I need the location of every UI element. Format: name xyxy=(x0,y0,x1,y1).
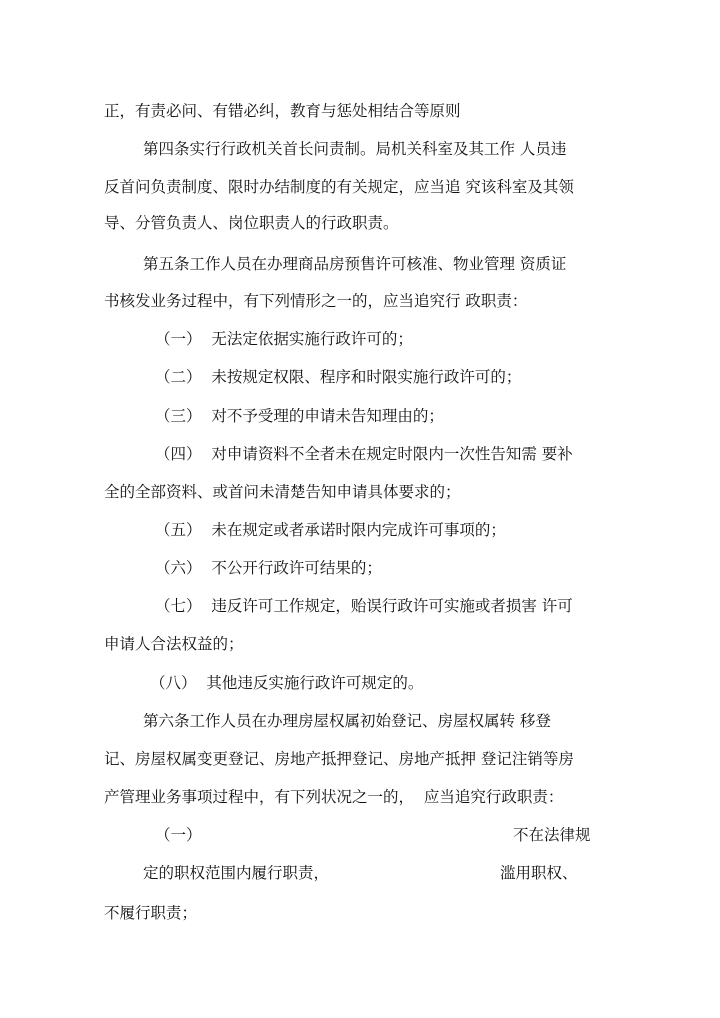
text-line: 书核发业务过程中，有下列情形之一的，应当追究行 政职责： xyxy=(104,292,528,310)
text-line: 记、房屋权属变更登记、房地产抵押登记、房地产抵押 登记注销等房 xyxy=(104,750,574,768)
list-item: （七） 违反许可工作规定，贻误行政许可实施或者损害 许可 xyxy=(155,597,573,615)
text-line: 全的全部资料、或首问未清楚告知申请具体要求的； xyxy=(104,483,461,501)
text-line: 申请人合法权益的； xyxy=(104,635,244,653)
list-item: （五） 未在规定或者承诺时限内完成许可事项的； xyxy=(155,521,506,539)
article-4-line: 第四条实行行政机关首长问责制。局机关科室及其工作 人员违 xyxy=(143,140,567,158)
article-6-line: 第六条工作人员在办理房屋权属初始登记、房屋权属转 移登 xyxy=(143,712,551,730)
text-line: 定的职权范围内履行职责， xyxy=(143,864,330,882)
list-item: （二） 未按规定权限、程序和时限实施行政许可的； xyxy=(155,368,522,386)
text-line: 不履行职责； xyxy=(104,904,198,922)
text-fragment-right: 不在法律规 xyxy=(513,826,591,844)
list-item: （三） 对不予受理的申请未告知理由的； xyxy=(155,407,444,425)
list-item: （八） 其他违反实施行政许可规定的。 xyxy=(150,674,424,692)
article-5-line: 第五条工作人员在办理商品房预售许可核准、物业管理 资质证 xyxy=(143,255,567,273)
list-item: （一） 无法定依据实施行政许可的； xyxy=(155,330,413,348)
list-item: （四） 对申请资料不全者未在规定时限内一次性告知需 要补 xyxy=(155,445,573,463)
text-line: 反首问负责制度、限时办结制度的有关规定，应当追 究该科室及其领 xyxy=(104,178,574,196)
text-line: 导、分管负责人、岗位职责人的行政职责。 xyxy=(104,214,399,232)
text-line: 产管理业务事项过程中，有下列状况之一的， 应当追究行政职责： xyxy=(104,788,564,806)
text-fragment-right: 滥用职权、 xyxy=(500,864,578,882)
list-item: （一） xyxy=(155,826,202,844)
text-line: 正，有责必问、有错必纠，教育与惩处相结合等原则 xyxy=(104,102,461,120)
list-item: （六） 不公开行政许可结果的； xyxy=(155,559,382,577)
